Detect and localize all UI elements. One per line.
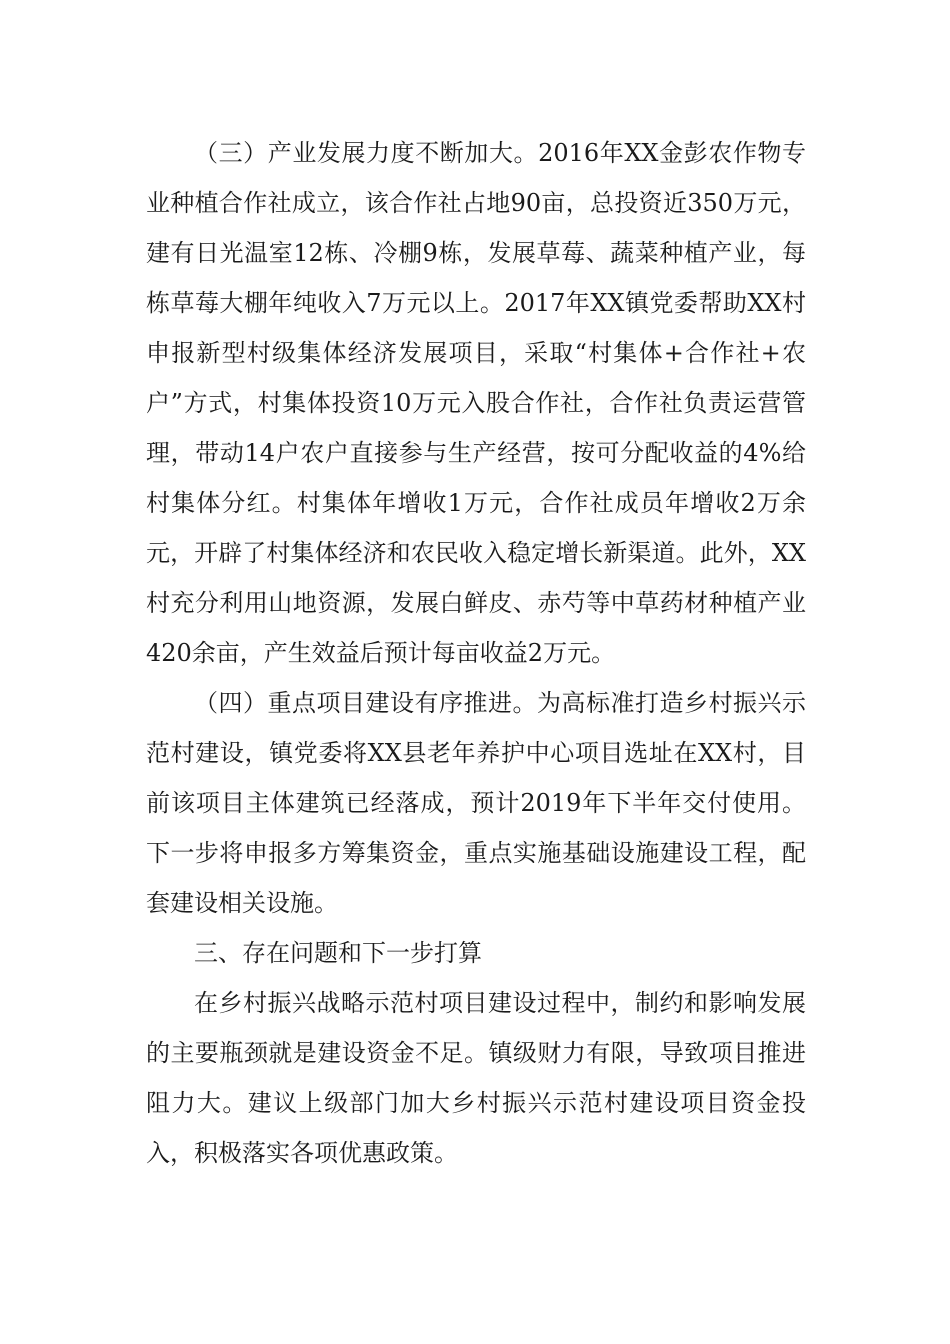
paragraph-key-projects: （四）重点项目建设有序推进。为高标准打造乡村振兴示范村建设，镇党委将XX县老年养护中心项目选址在XX村，目前该项目主体建筑已经落成，预计2019年下半年交付使用。下一步将申报多方筹集资金，重点实施基础设施建设工程，配套建设相关设施。 <box>146 689 806 917</box>
document-body <box>146 128 806 1178</box>
paragraph-industry-development: （三）产业发展力度不断加大。2016年XX金彭农作物专业种植合作社成立，该合作社占地90亩，总投资近350万元，建有日光温室12栋、冷棚9栋，发展草莓、蔬菜种植产业，每栋草莓大棚年纯收入7万元以上。2017年XX镇党委帮助XX村申报新型村级集体经济发展项目，采取“村集体+合作社+农户”方式，村集体投资10万元入股合作社，合作社负责运营管理，带动14户农户直接参与生产经营，按可分配收益的4%给村集体分红。村集体年增收1万元，合作社成员年增收2万余元，开辟了村集体经济和农民收入稳定增长新渠道。此外，XX村充分利用山地资源，发展白鲜皮、赤芍等中草药材种植产业420余亩，产生效益后预计每亩收益2万元。 <box>146 139 806 667</box>
paragraph-funding-issues: 在乡村振兴战略示范村项目建设过程中，制约和影响发展的主要瓶颈就是建设资金不足。镇级财力有限，导致项目推进阻力大。建议上级部门加大乡村振兴示范村建设项目资金投入，积极落实各项优惠政策。 <box>146 989 806 1167</box>
section-heading-problems: 三、存在问题和下一步打算 <box>194 939 482 967</box>
